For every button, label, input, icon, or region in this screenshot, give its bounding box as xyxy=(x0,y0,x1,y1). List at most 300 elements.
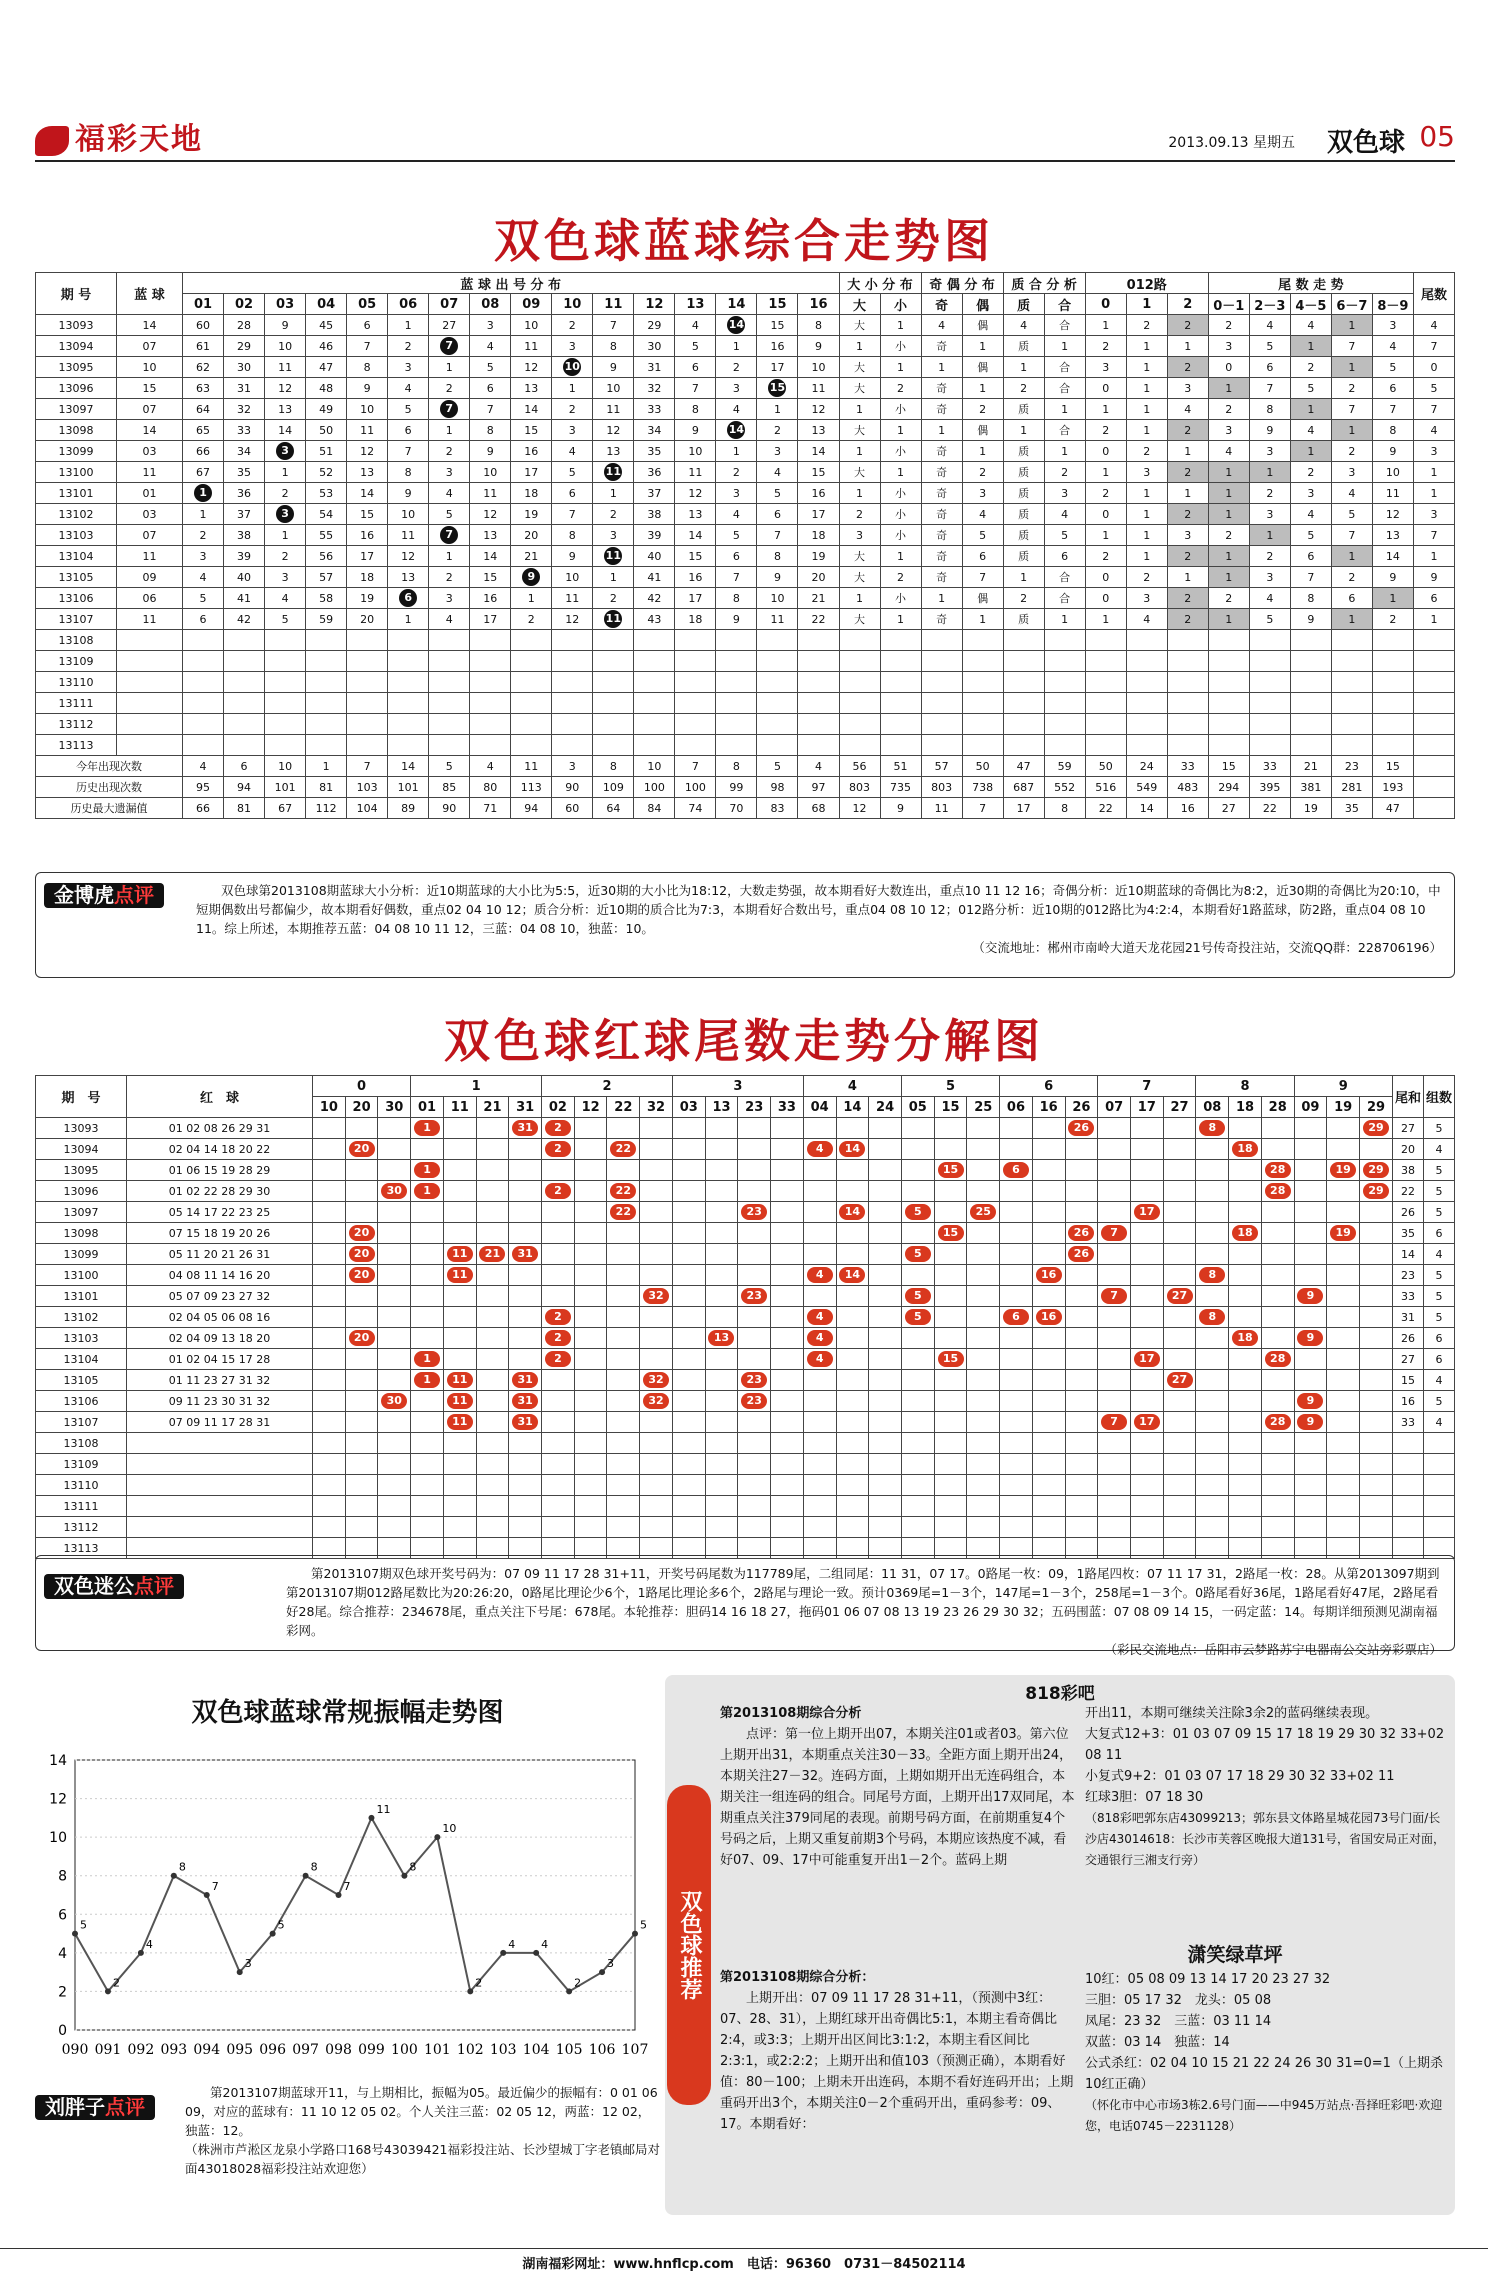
trend-cell: 3 xyxy=(839,525,880,546)
tail-cell xyxy=(509,1370,542,1391)
trend-cell: 63 xyxy=(183,378,224,399)
trend-cell xyxy=(552,357,593,378)
trend-cell xyxy=(1290,714,1331,735)
trend-cell: 17 xyxy=(798,504,839,525)
sub-header: 05 xyxy=(347,294,388,315)
trend-cell: 1 xyxy=(1044,399,1085,420)
tail-cell xyxy=(901,1202,934,1223)
tail-cell xyxy=(1294,1517,1327,1538)
group-count: 6 xyxy=(1424,1349,1455,1370)
trend-cell: 2 xyxy=(1167,504,1208,525)
x-tick-label: 099 xyxy=(358,2042,385,2058)
sub-header: 08 xyxy=(470,294,511,315)
tag-suffix: 点评 xyxy=(114,883,154,907)
trend-cell: 1 xyxy=(183,504,224,525)
red-numbers: 05 14 17 22 23 25 xyxy=(127,1202,313,1223)
tail-cell xyxy=(1196,1139,1229,1160)
tail-cell xyxy=(1360,1265,1393,1286)
amplitude-section xyxy=(35,1680,660,2210)
stats-cell: 64 xyxy=(593,798,634,819)
col-period: 期 号 xyxy=(36,273,117,315)
x-tick-label: 100 xyxy=(391,2042,418,2058)
red-numbers: 02 04 09 13 18 20 xyxy=(127,1328,313,1349)
trend-cell: 4 xyxy=(1126,609,1167,630)
col-818-right xyxy=(1085,1703,1445,1871)
trend-cell: 7 xyxy=(1331,525,1372,546)
tail-cell xyxy=(1098,1139,1131,1160)
table-row xyxy=(36,462,1455,483)
tail-cell xyxy=(1261,1349,1294,1370)
empty-row xyxy=(36,693,1455,714)
trend-cell: 3 xyxy=(962,483,1003,504)
tail-cell xyxy=(313,1307,346,1328)
blue-ball-marker: 11 xyxy=(604,610,622,628)
tail-cell xyxy=(672,1244,705,1265)
tail-cell xyxy=(640,1160,673,1181)
trend-cell: 质 xyxy=(1003,504,1044,525)
tail-cell xyxy=(1294,1391,1327,1412)
red-numbers xyxy=(127,1517,313,1538)
trend-cell: 10 xyxy=(798,357,839,378)
stats-cell: 56 xyxy=(839,756,880,777)
tail-cell xyxy=(574,1412,607,1433)
trend-cell xyxy=(716,693,757,714)
red-ball-marker: 13 xyxy=(708,1330,734,1346)
tail-cell xyxy=(542,1265,575,1286)
three-bankers: 红球3胆：07 18 30 xyxy=(1085,1790,1204,1805)
data-label: 2 xyxy=(112,1976,120,1990)
trend-cell: 奇 xyxy=(921,525,962,546)
data-label: 7 xyxy=(211,1880,219,1893)
red-ball-marker: 16 xyxy=(1036,1267,1062,1283)
tail-cell xyxy=(1327,1412,1360,1433)
x-tick-label: 094 xyxy=(193,2042,221,2058)
tail-cell xyxy=(901,1391,934,1412)
tail-cell xyxy=(443,1265,476,1286)
red-ball-marker: 1 xyxy=(414,1120,440,1136)
group-header: 012路 xyxy=(1085,273,1208,294)
trend-cell: 1 xyxy=(1044,441,1085,462)
sub-header: 12 xyxy=(634,294,675,315)
page-header xyxy=(35,110,1455,162)
tail-cell xyxy=(1261,1328,1294,1349)
trend-cell: 质 xyxy=(1003,483,1044,504)
trend-cell: 42 xyxy=(224,609,265,630)
tail-cell xyxy=(1000,1181,1033,1202)
comment-text xyxy=(196,881,1442,957)
tail-cell xyxy=(1261,1244,1294,1265)
tail-cell xyxy=(345,1328,378,1349)
trend-cell: 14 xyxy=(511,399,552,420)
red-ball-marker: 6 xyxy=(1003,1162,1029,1178)
tail-cell xyxy=(1163,1118,1196,1139)
table-row xyxy=(36,483,1455,504)
trend-cell: 1 xyxy=(962,378,1003,399)
trend-cell: 1 xyxy=(1003,567,1044,588)
trend-cell: 5 xyxy=(552,462,593,483)
trend-cell: 12 xyxy=(593,420,634,441)
trend-cell xyxy=(347,651,388,672)
trend-cell: 13 xyxy=(388,567,429,588)
stats-cell: 24 xyxy=(1126,756,1167,777)
blue-cell: 03 xyxy=(117,441,183,462)
data-point xyxy=(270,1931,276,1937)
data-point xyxy=(303,1873,309,1879)
trend-cell: 7 xyxy=(1331,336,1372,357)
tail-cell xyxy=(1196,1265,1229,1286)
red-ball-marker: 2 xyxy=(545,1351,571,1367)
tail-cell xyxy=(836,1118,869,1139)
tail-cell xyxy=(1327,1202,1360,1223)
trend-cell: 7 xyxy=(1372,399,1413,420)
sub-header: 13 xyxy=(705,1097,738,1118)
data-label: 4 xyxy=(508,1937,516,1951)
sub-header: 10 xyxy=(313,1097,346,1118)
trend-cell: 3 xyxy=(1126,588,1167,609)
tail-cell xyxy=(967,1265,1000,1286)
trend-cell: 2 xyxy=(1208,588,1249,609)
trend-cell: 64 xyxy=(183,399,224,420)
tail-cell xyxy=(771,1244,804,1265)
stats-cell: 71 xyxy=(470,798,511,819)
tail-cell xyxy=(836,1517,869,1538)
tail-cell xyxy=(640,1307,673,1328)
trend-cell: 51 xyxy=(306,441,347,462)
trend-cell: 奇 xyxy=(921,567,962,588)
trend-cell xyxy=(962,651,1003,672)
trend-cell xyxy=(429,693,470,714)
period-cell: 13104 xyxy=(36,546,117,567)
trend-cell: 48 xyxy=(306,378,347,399)
trend-cell: 1 xyxy=(716,336,757,357)
red-ball-marker: 8 xyxy=(1199,1267,1225,1283)
tail-cell xyxy=(476,1202,509,1223)
red-ball-marker: 14 xyxy=(839,1267,865,1283)
tail-cell xyxy=(640,1265,673,1286)
tail-cell xyxy=(803,1181,836,1202)
tail-cell xyxy=(1000,1244,1033,1265)
trend-cell xyxy=(183,735,224,756)
tail-cell xyxy=(934,1496,967,1517)
trend-cell xyxy=(1003,735,1044,756)
period-cell: 13108 xyxy=(36,1433,127,1454)
trend-cell xyxy=(1413,714,1454,735)
red-ball-marker: 23 xyxy=(741,1288,767,1304)
tail-cell xyxy=(1163,1286,1196,1307)
tail-cell xyxy=(771,1223,804,1244)
tail-cell xyxy=(705,1307,738,1328)
trend-cell: 43 xyxy=(634,609,675,630)
x-tick-label: 101 xyxy=(423,2042,451,2058)
panel-green-title: 潇笑绿草坪 xyxy=(1187,1944,1283,1966)
tail-cell xyxy=(1032,1265,1065,1286)
blue-cell: 09 xyxy=(117,567,183,588)
tail-cell xyxy=(640,1370,673,1391)
tail-cell xyxy=(836,1223,869,1244)
y-tick-label: 0 xyxy=(58,2023,67,2039)
trend-cell: 2 xyxy=(880,567,921,588)
tail-cell xyxy=(607,1517,640,1538)
tail-cell xyxy=(1424,1496,1455,1517)
trend-cell: 16 xyxy=(757,336,798,357)
trend-cell: 12 xyxy=(1372,504,1413,525)
tail-cell xyxy=(574,1307,607,1328)
trend-cell: 5 xyxy=(1249,609,1290,630)
trend-cell: 1 xyxy=(1249,525,1290,546)
tail-cell xyxy=(1130,1307,1163,1328)
trend-cell: 17 xyxy=(757,357,798,378)
tail-cell xyxy=(771,1433,804,1454)
trend-cell xyxy=(306,735,347,756)
trend-cell: 9 xyxy=(347,378,388,399)
tail-cell xyxy=(1327,1265,1360,1286)
tail-cell xyxy=(378,1370,411,1391)
tail-cell xyxy=(378,1496,411,1517)
trend-cell xyxy=(470,630,511,651)
trend-cell: 22 xyxy=(798,609,839,630)
tail-cell xyxy=(1032,1475,1065,1496)
blue-ball-marker: 6 xyxy=(399,589,417,607)
tail-cell xyxy=(574,1391,607,1412)
trend-cell xyxy=(716,714,757,735)
red-ball-marker: 5 xyxy=(905,1288,931,1304)
trend-cell: 1 xyxy=(1126,546,1167,567)
trend-cell: 1 xyxy=(962,441,1003,462)
green-text: 上期开出：07 09 11 17 28 31+11，（预测中3红：07、28、31），上期红球开出奇偶比5:1，本期主看奇偶比2:4，或3:3；上期开出区间比3:1:2，本期主看区间比2:3:1，或2:2:2；上期开出和值103（预测正确），本期看好值：80－100；上期未开出连码，本期不看好连码开出；上期重码开出3个，本期关注0－2个重码开出，重码参考：09、17。本期看好： xyxy=(720,1991,1074,2132)
tail-cell xyxy=(1294,1223,1327,1244)
trend-cell: 1 xyxy=(1126,525,1167,546)
data-point xyxy=(171,1873,177,1879)
tail-cell xyxy=(476,1370,509,1391)
data-label: 2 xyxy=(574,1976,582,1990)
trend-cell xyxy=(1167,735,1208,756)
sub-header: 0 xyxy=(1085,294,1126,315)
trend-cell: 偶 xyxy=(962,315,1003,336)
trend-cell: 4 xyxy=(470,336,511,357)
tail-cell xyxy=(672,1517,705,1538)
trend-cell: 1 xyxy=(1413,546,1454,567)
tail-cell xyxy=(901,1181,934,1202)
trend-cell xyxy=(388,735,429,756)
y-tick-label: 12 xyxy=(49,1791,67,1808)
trend-cell xyxy=(224,714,265,735)
tail-cell xyxy=(509,1328,542,1349)
tail-cell xyxy=(803,1118,836,1139)
tail-cell xyxy=(476,1160,509,1181)
trend-cell: 14 xyxy=(470,546,511,567)
stats-cell: 9 xyxy=(880,798,921,819)
trend-cell: 1 xyxy=(839,336,880,357)
table-row xyxy=(36,336,1455,357)
tail-cell xyxy=(705,1139,738,1160)
tail-cell xyxy=(738,1349,771,1370)
tail-cell xyxy=(574,1202,607,1223)
trend-cell xyxy=(1249,651,1290,672)
sub-header: 23 xyxy=(738,1097,771,1118)
trend-cell: 1 xyxy=(1331,609,1372,630)
tail-cell xyxy=(574,1475,607,1496)
tail-cell xyxy=(1229,1328,1262,1349)
period-cell: 13093 xyxy=(36,1118,127,1139)
sub-header: 06 xyxy=(1000,1097,1033,1118)
period-cell: 13099 xyxy=(36,1244,127,1265)
red-ball-marker: 26 xyxy=(1068,1246,1094,1262)
sub-header: 质 xyxy=(1003,294,1044,315)
tail-sum: 31 xyxy=(1393,1307,1424,1328)
trend-cell: 1 xyxy=(1167,483,1208,504)
trend-cell: 5 xyxy=(1372,357,1413,378)
period-cell: 13104 xyxy=(36,1349,127,1370)
stats-cell: 47 xyxy=(1003,756,1044,777)
trend-cell: 1 xyxy=(593,567,634,588)
trend-cell: 0 xyxy=(1413,357,1454,378)
table-row xyxy=(36,1349,1455,1370)
sub-header: 01 xyxy=(183,294,224,315)
sub-header: 06 xyxy=(388,294,429,315)
tail-cell xyxy=(901,1244,934,1265)
trend-cell: 大 xyxy=(839,546,880,567)
tail-cell xyxy=(672,1265,705,1286)
tail-cell xyxy=(476,1265,509,1286)
tail-cell xyxy=(1163,1391,1196,1412)
trend-cell xyxy=(347,693,388,714)
tail-cell xyxy=(672,1370,705,1391)
trend-cell: 1 xyxy=(388,315,429,336)
tail-cell xyxy=(1163,1265,1196,1286)
red-ball-marker: 4 xyxy=(807,1141,833,1157)
trend-cell: 2 xyxy=(839,504,880,525)
tail-cell xyxy=(1130,1433,1163,1454)
tail-cell xyxy=(869,1433,902,1454)
red-numbers xyxy=(127,1454,313,1475)
red-ball-marker: 23 xyxy=(741,1372,767,1388)
stats-cell: 3 xyxy=(552,756,593,777)
tail-cell xyxy=(901,1412,934,1433)
stats-cell: 17 xyxy=(1003,798,1044,819)
trend-cell: 6 xyxy=(675,357,716,378)
red-ball-marker: 7 xyxy=(1101,1414,1127,1430)
tail-cell xyxy=(640,1328,673,1349)
sub-header: 25 xyxy=(967,1097,1000,1118)
red-numbers: 01 02 04 15 17 28 xyxy=(127,1349,313,1370)
trend-cell: 9 xyxy=(798,336,839,357)
trend-cell: 2 xyxy=(757,420,798,441)
tail-cell xyxy=(411,1496,444,1517)
trend-cell xyxy=(798,693,839,714)
data-label: 4 xyxy=(145,1937,153,1951)
tail-cell xyxy=(1098,1370,1131,1391)
tail-cell xyxy=(345,1286,378,1307)
trend-cell: 20 xyxy=(511,525,552,546)
tail-cell xyxy=(1065,1412,1098,1433)
trend-cell: 1 xyxy=(1126,357,1167,378)
tail-cell xyxy=(313,1475,346,1496)
tail-cell xyxy=(1261,1370,1294,1391)
trend-cell: 质 xyxy=(1003,462,1044,483)
data-label: 3 xyxy=(244,1957,252,1971)
trend-cell: 66 xyxy=(183,441,224,462)
tail-cell xyxy=(1032,1517,1065,1538)
trend-cell: 1 xyxy=(962,609,1003,630)
tail-cell xyxy=(1229,1118,1262,1139)
red-ball-marker: 9 xyxy=(1297,1288,1323,1304)
tail-cell xyxy=(1327,1517,1360,1538)
tail-cell xyxy=(836,1139,869,1160)
trend-cell xyxy=(593,714,634,735)
trend-cell: 8 xyxy=(675,399,716,420)
trend-cell xyxy=(265,693,306,714)
trend-cell: 偶 xyxy=(962,420,1003,441)
red-ball-marker: 31 xyxy=(512,1120,538,1136)
tail-cell xyxy=(901,1370,934,1391)
tail-cell xyxy=(836,1286,869,1307)
tail-cell xyxy=(1163,1139,1196,1160)
tail-cell xyxy=(705,1265,738,1286)
tail-cell xyxy=(378,1349,411,1370)
tail-cell xyxy=(836,1412,869,1433)
data-point xyxy=(467,1988,473,1994)
comment-shuangsemigong xyxy=(35,1555,1455,1657)
tail-cell xyxy=(1327,1475,1360,1496)
tail-sum: 35 xyxy=(1393,1223,1424,1244)
trend-cell: 2 xyxy=(1331,378,1372,399)
trend-cell: 1 xyxy=(921,420,962,441)
blue-cell: 11 xyxy=(117,546,183,567)
table-row xyxy=(36,1181,1455,1202)
sub-header: 03 xyxy=(265,294,306,315)
tail-cell xyxy=(771,1391,804,1412)
trend-cell: 1 xyxy=(1290,336,1331,357)
trend-cell: 1 xyxy=(388,609,429,630)
tail-cell xyxy=(542,1349,575,1370)
trend-cell: 40 xyxy=(224,567,265,588)
stats-cell: 95 xyxy=(183,777,224,798)
tail-cell xyxy=(345,1412,378,1433)
trend-cell: 3 xyxy=(1290,483,1331,504)
tail-cell xyxy=(934,1412,967,1433)
tail-cell xyxy=(1327,1391,1360,1412)
red-ball-marker: 15 xyxy=(938,1351,964,1367)
tail-cell xyxy=(869,1244,902,1265)
tail-cell xyxy=(509,1475,542,1496)
sub-header: 8－9 xyxy=(1372,294,1413,315)
tail-cell xyxy=(509,1454,542,1475)
tail-cell xyxy=(1294,1118,1327,1139)
tail-cell xyxy=(443,1370,476,1391)
tail-cell xyxy=(1163,1475,1196,1496)
trend-cell xyxy=(798,672,839,693)
tail-cell xyxy=(967,1349,1000,1370)
tail-cell xyxy=(901,1496,934,1517)
trend-cell xyxy=(265,735,306,756)
stats-cell: 74 xyxy=(675,798,716,819)
empty-row xyxy=(36,651,1455,672)
trend-cell: 8 xyxy=(347,357,388,378)
tail-cell xyxy=(476,1412,509,1433)
tail-cell xyxy=(476,1433,509,1454)
tail-cell xyxy=(607,1139,640,1160)
red-ball-marker: 20 xyxy=(349,1330,375,1346)
tail-cell xyxy=(869,1349,902,1370)
trend-cell: 18 xyxy=(347,567,388,588)
trend-cell: 大 xyxy=(839,420,880,441)
period-cell: 13110 xyxy=(36,672,117,693)
trend-cell xyxy=(552,735,593,756)
tail-cell xyxy=(738,1202,771,1223)
tail-cell xyxy=(771,1265,804,1286)
trend-cell: 8 xyxy=(593,336,634,357)
tail-cell xyxy=(1000,1328,1033,1349)
